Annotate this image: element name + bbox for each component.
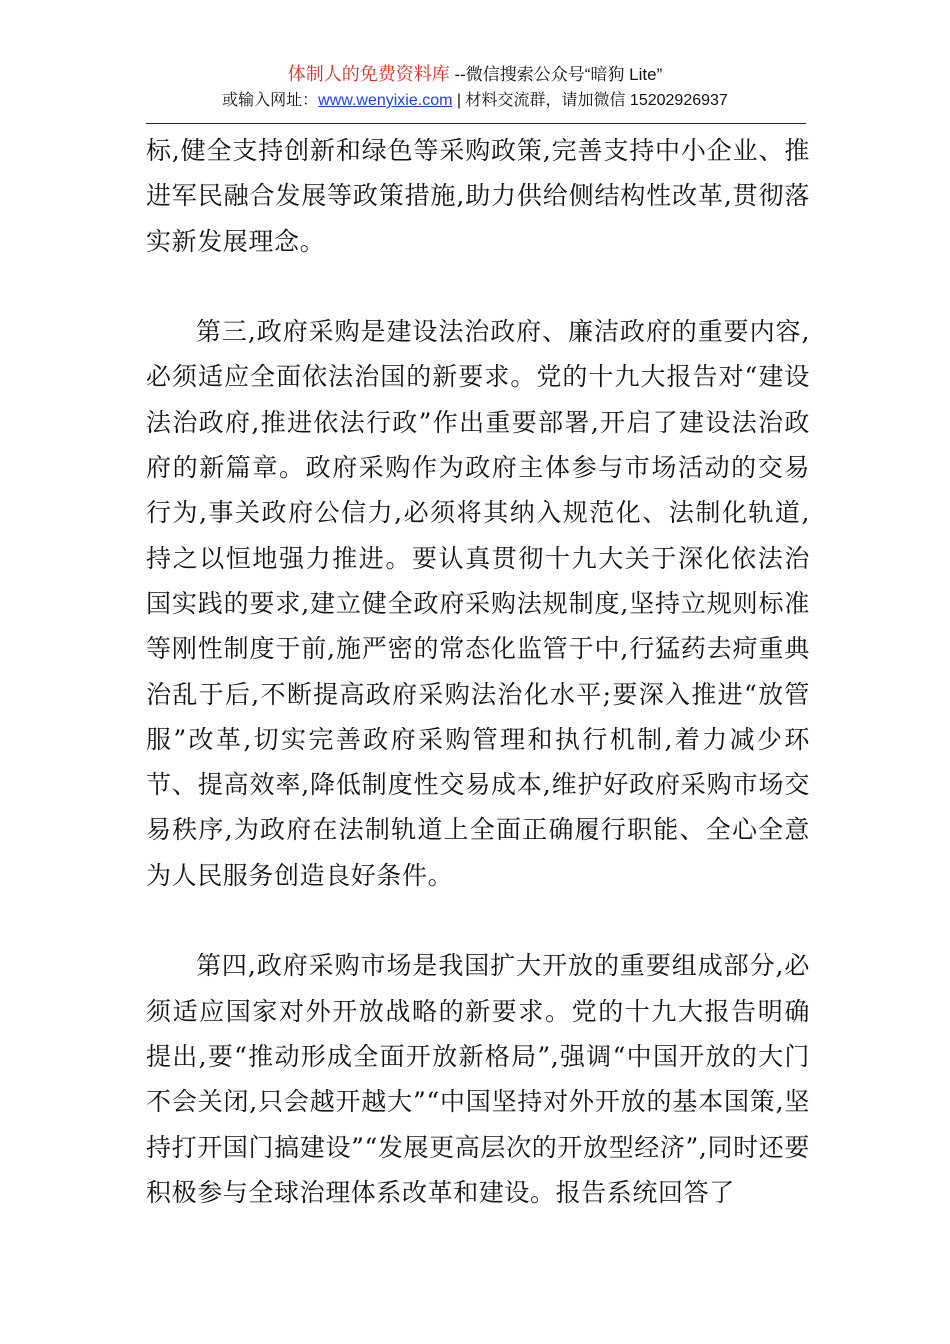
paragraph-continuation: 标,健全支持创新和绿色等采购政策,完善支持中小企业、推进军民融合发展等政策措施,助力供给侧结构性改革,贯彻落实新发展理念。 [146,136,810,256]
header-contact-line [0,89,950,113]
header-url-prefix: 或输入网址： [222,92,319,109]
header-divider [146,123,806,124]
page-header [0,62,950,113]
header-title-line [0,62,950,87]
paragraph-third-point: 第三,政府采购是建设法治政府、廉洁政府的重要内容,必须适应全面依法治国的新要求。党的十九大报告对“建设法治政府,推进依法行政”作出重要部署,开启了建设法治政府的新篇章。政府采购作为政府主体参与市场活动的交易行为,事关政府公信力,必须将其纳入规范化、法制化轨道,持之以恒地强力推进。要认真贯彻十九大关于深化依法治国实践的要求,建立健全政府采购法规制度,坚持立规则标准等刚性制度于前,施严密的常态化监管于中,行猛药去疴重典治乱于后,不断提高政府采购法治化水平;要深入推进“放管服”改革,切实完善政府采购管理和执行机制,着力减少环节、提高效率,降低制度性交易成本,维护好政府采购市场交易秩序,为政府在法制轨道上全面正确履行职能、全心全意为人民服务创造良好条件。 [146,317,810,890]
website-link[interactable]: www.wenyixie.com [318,92,453,109]
header-tagline: --微信搜索公众号“暗狗 Lite” [449,65,663,84]
header-contact-suffix: | 材料交流群，请加微信 15202926937 [452,92,728,109]
paragraph-spacer [146,898,810,943]
document-body [146,128,810,1215]
header-brand: 体制人的免费资料库 [287,64,450,84]
paragraph-spacer [146,264,810,309]
paragraph-fourth-point: 第四,政府采购市场是我国扩大开放的重要组成部分,必须适应国家对外开放战略的新要求。党的十九大报告明确提出,要“推动形成全面开放新格局”,强调“中国开放的大门不会关闭,只会越开越大”“中国坚持对外开放的基本国策,坚持打开国门搞建设”“发展更高层次的开放型经济”,同时还要积极参与全球治理体系改革和建设。报告系统回答了 [146,951,810,1207]
